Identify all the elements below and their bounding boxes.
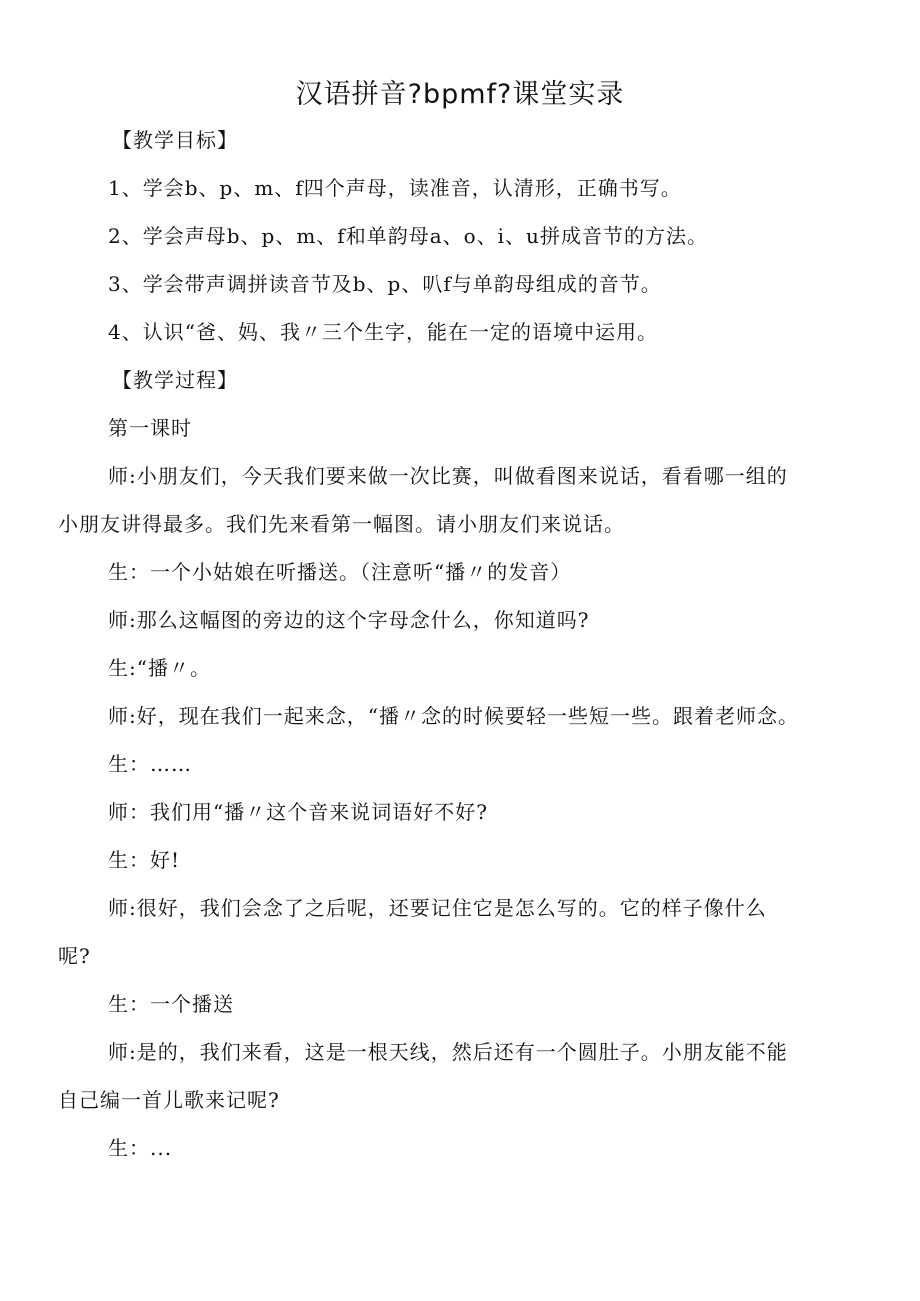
process-heading: 【教学过程】 [112,368,238,392]
dialogue-line: 师:是的，我们来看，这是一根天线，然后还有一个圆肚子。小朋友能不能 [108,1040,788,1064]
dialogue-line: 呢? [58,944,91,968]
dialogue-line: 自己编一首儿歌来记呢? [58,1088,280,1112]
dialogue-line: 生：…… [108,752,192,776]
dialogue-line: 师:很好，我们会念了之后呢，还要记住它是怎么写的。它的样子像什么 [108,896,767,920]
dialogue-line: 生：一个播送 [108,992,234,1016]
dialogue-line: 师:那么这幅图的旁边的这个字母念什么，你知道吗? [108,608,590,632]
objective-item: 4、认识“爸、妈、我〃三个生字，能在一定的语境中运用。 [108,320,658,344]
dialogue-line: 师:好，现在我们一起来念，“播〃念的时候要轻一些短一些。跟着老师念。 [108,704,799,728]
dialogue-line: 生：一个小姑娘在听播送。（注意听“播〃的发音） [108,560,572,584]
dialogue-line: 生：... [108,1136,173,1160]
dialogue-line: 生：好! [108,848,181,872]
dialogue-line: 师:小朋友们，今天我们要来做一次比赛，叫做看图来说话，看看哪一组的 [108,464,788,488]
objectives-heading: 【教学目标】 [112,128,238,152]
dialogue-line: 生:“播〃。 [108,656,211,680]
lesson-label: 第一课时 [108,416,192,440]
page-title: 汉语拼音?bpmf?课堂实录 [295,79,625,110]
objective-item: 2、学会声母b、p、m、f和单韵母a、o、i、u拼成音节的方法。 [108,224,708,248]
dialogue-line: 师：我们用“播〃这个音来说词语好不好? [108,800,488,824]
objective-item: 3、学会带声调拼读音节及b、p、叭f与单韵母组成的音节。 [108,272,662,296]
objective-item: 1、学会b、p、m、f四个声母，读准音，认清形，正确书写。 [108,176,682,200]
dialogue-line: 小朋友讲得最多。我们先来看第一幅图。请小朋友们来说话。 [58,512,625,536]
